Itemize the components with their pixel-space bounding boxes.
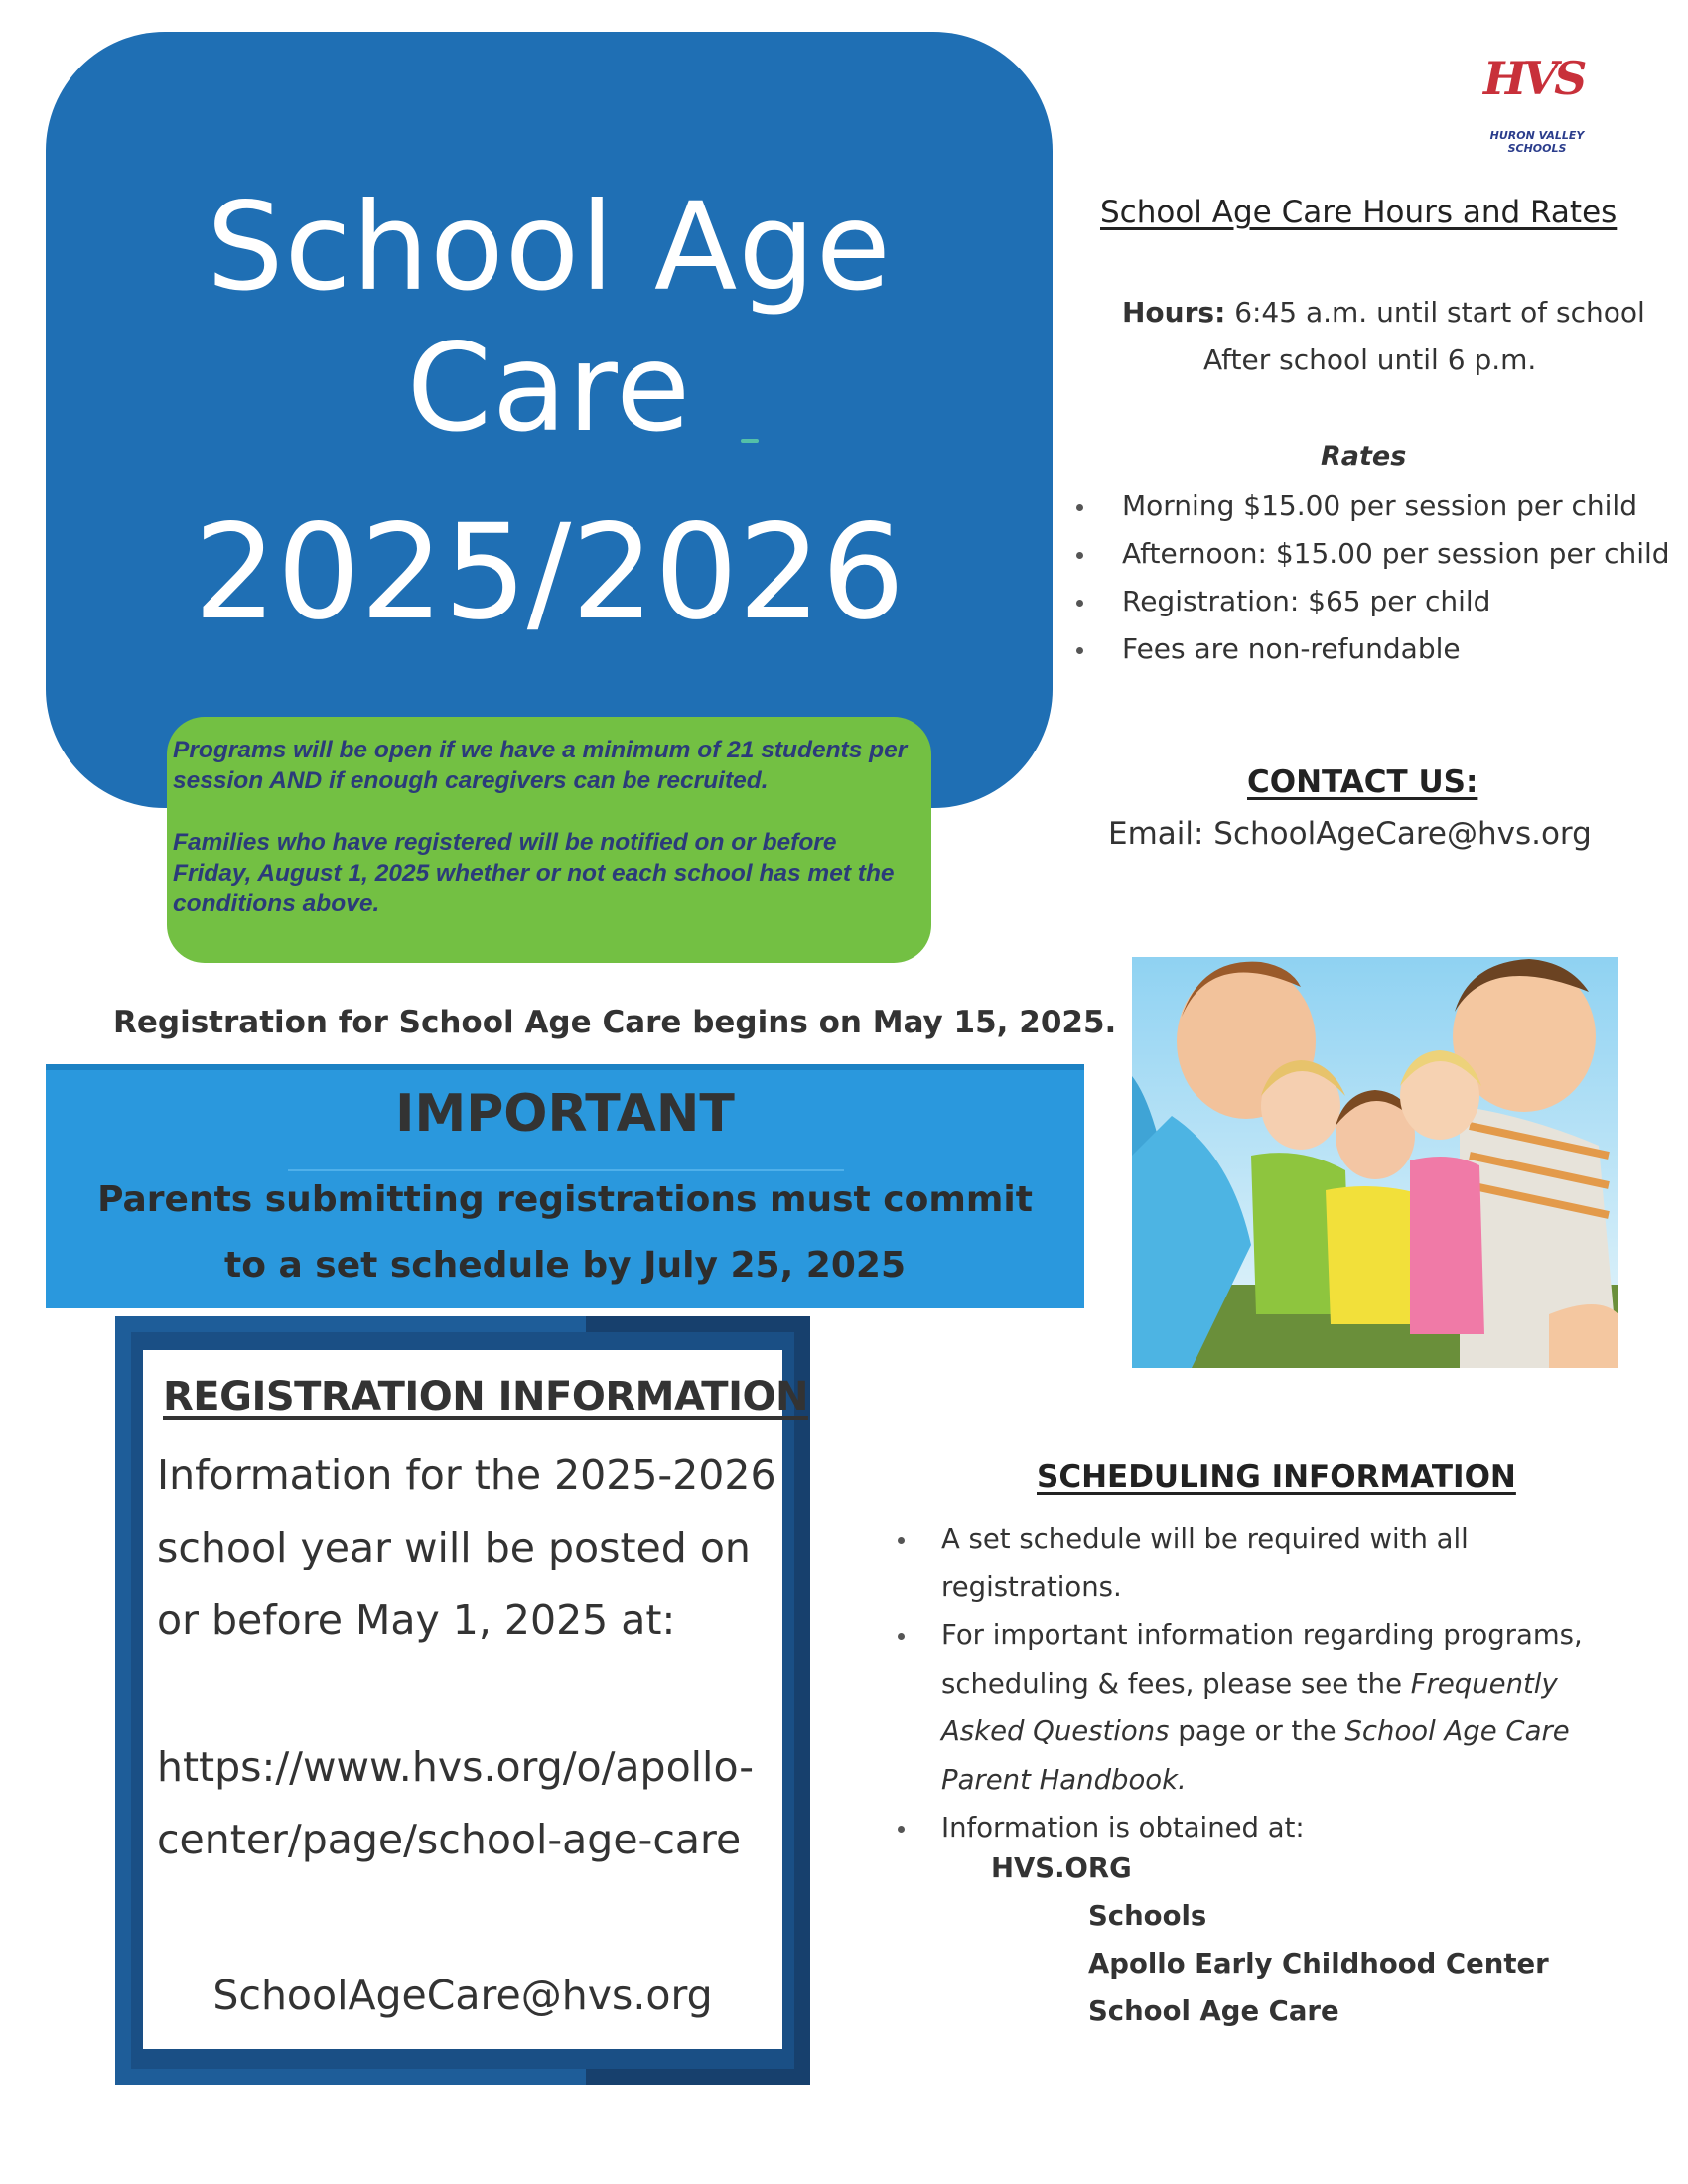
rate-registration: Registration: $65 per child: [1068, 578, 1670, 625]
note-minimum-students: Programs will be open if we have a minimum of 21 students per session AND if enough caregivers can be recruited.: [173, 737, 908, 794]
hours-morning: [1122, 296, 1645, 329]
important-schedule-deadline: Parents submitting registrations must commit to a set schedule by July 25, 2025: [97, 1179, 1033, 1286]
contact-heading: CONTACT US:: [1247, 764, 1478, 800]
logo-district-name: HURON VALLEY SCHOOLS: [1489, 129, 1585, 155]
registration-info-heading: REGISTRATION INFORMATION: [163, 1374, 808, 1420]
scheduling-item-location: Information is obtained at:: [886, 1804, 1640, 1852]
site-path-schools[interactable]: Schools: [1088, 1900, 1207, 1932]
program-conditions-note: [167, 717, 931, 963]
site-path-hvs[interactable]: HVS.ORG: [991, 1852, 1132, 1884]
hours-label: Hours:: [1122, 296, 1226, 329]
note-notification-date: Families who have registered will be notified on or before Friday, August 1, 2025 whether or not each school has met the conditions above.: [173, 829, 895, 917]
registration-info-text: Information for the 2025-2026 school year will be posted on or before May 1, 2025 at:: [157, 1451, 776, 1644]
rate-refund-policy: Fees are non-refundable: [1068, 625, 1670, 673]
registration-url-line1[interactable]: https://www.hvs.org/o/apollo-: [157, 1743, 755, 1791]
faq-reference: Frequently Asked Questions: [941, 1667, 1558, 1747]
rates-heading: Rates: [1321, 441, 1407, 472]
rate-afternoon: Afternoon: $15.00 per session per child: [1068, 530, 1670, 578]
registration-email[interactable]: SchoolAgeCare@hvs.org: [212, 1972, 713, 2019]
scheduling-item-more-info-a: For important information regarding programs, scheduling & fees, please see the: [941, 1619, 1583, 1700]
hours-morning-text: 6:45 a.m. until start of school: [1234, 296, 1645, 329]
children-photo: [1132, 957, 1618, 1368]
rates-list: [1068, 482, 1670, 673]
scheduling-list: [886, 1515, 1640, 1852]
site-path-apollo[interactable]: Apollo Early Childhood Center: [1088, 1948, 1549, 1979]
scheduling-item-more-info: [886, 1611, 1640, 1804]
registration-start-date: Registration for School Age Care begins on May 15, 2025.: [113, 1005, 1117, 1040]
registration-url[interactable]: [157, 1731, 792, 1876]
site-path-school-age-care[interactable]: School Age Care: [1088, 1995, 1339, 2027]
hours-afternoon: After school until 6 p.m.: [1203, 343, 1537, 376]
hours-rates-heading: School Age Care Hours and Rates: [1100, 195, 1618, 230]
scheduling-item-set-schedule: A set schedule will be required with all registrations.: [886, 1515, 1640, 1611]
scheduling-item-more-info-b: page or the: [1169, 1715, 1345, 1747]
school-year: 2025/2026: [193, 496, 906, 649]
scheduling-heading: SCHEDULING INFORMATION: [1037, 1459, 1516, 1495]
important-heading: IMPORTANT: [395, 1084, 735, 1144]
contact-email[interactable]: Email: SchoolAgeCare@hvs.org: [1108, 816, 1592, 852]
rate-morning: Morning $15.00 per session per child: [1068, 482, 1670, 530]
hvs-logo: HVS: [1483, 52, 1584, 105]
page-title: School Age Care: [207, 177, 892, 459]
decorative-dash: [741, 439, 759, 443]
registration-url-line2[interactable]: center/page/school-age-care: [157, 1816, 742, 1863]
parent-handbook-reference: School Age Care Parent Handbook.: [941, 1715, 1570, 1796]
